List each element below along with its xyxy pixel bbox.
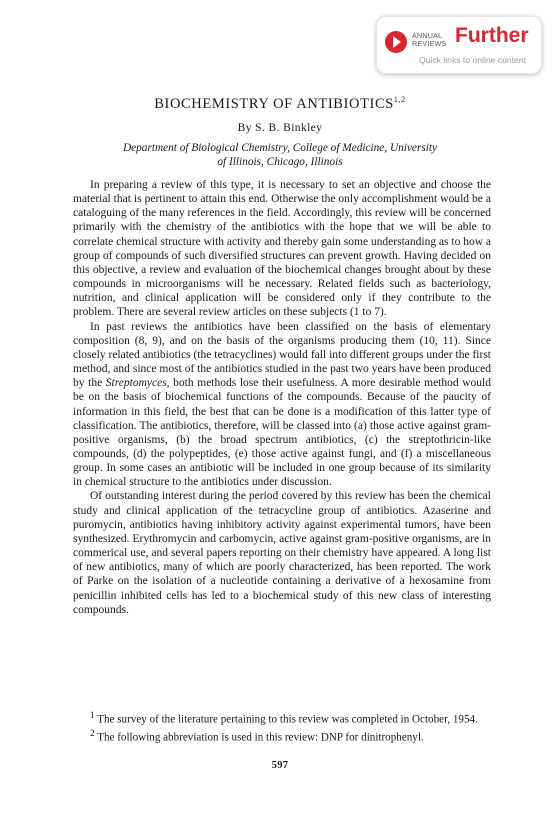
paragraph-1: In preparing a review of this type, it is necessary to set an objective and choose the material that is pertinent to attain this end. Otherwise the only accomplishment would be a cataloguing of the many references in the field. Accordingly, this review will be concerned primarily with the chemistry of the antibiotics with the hope that we will be able to correlate chemical structure with activity and thereby gain some understanding as to how a group of compounds of such diversified structures can prevent growth. Having decided on this objective, a review and evaluation of the biochemical changes brought about by these compounds in microorganisms will be necessary. Related fields such as bacteriology, nutrition, and clinical application will be considered only if they contribute to the problem. There are several review articles on these subjects (1 to 7).	[73, 179, 492, 319]
article-author: By S. B. Binkley	[237, 122, 323, 134]
footnote-2-mark: 2	[90, 729, 95, 740]
article-affiliation	[100, 141, 460, 169]
footnote-2	[73, 728, 491, 745]
annual-reviews-logo-icon	[385, 31, 407, 53]
footnotes	[73, 710, 491, 747]
paragraph-2-italic: Streptomyces,	[105, 377, 170, 390]
banner-subtitle: Quick links to online content	[419, 55, 527, 65]
paragraph-3: Of outstanding interest during the period covered by this review has been the chemical study and clinical application of the tetracycline group of antibiotics. Azaserine and puromycin, antibiotics having inhibitory activity against experimental tumors, have been synthesized. Erythromycin and carbomycin, active against gram-positive organisms, are in commerical use, and several papers reporting on their chemistry have appeared. A long list of new antibiotics, many of which are poorly characterized, has been reported. The work of Parke on the isolation of a nucleotide containing a derivative of a hexosamine from penicillin inhibited cells has led to a biochemical study of this new class of interesting compounds.	[73, 490, 491, 616]
banner-further-label: Further	[455, 24, 529, 47]
paragraph-2-part-a: In past reviews the antibiotics have been classified on the basis of elementary composition (8, 9), and on the basis of the organisms producing them (10, 11). Since closely related antibiotics (the tetracyclines) would fall into different groups under the first method, and since most of the antibiotics studied in the past two years have been produced by the	[73, 320, 491, 390]
footnote-1-mark: 1	[90, 711, 95, 721]
article-title-text: BIOCHEMISTRY OF ANTIBIOTICS	[154, 96, 394, 112]
paragraph-2	[73, 320, 491, 490]
footnote-2-text: The following abbreviation is used in this review: DNP for dinitrophenyl.	[97, 731, 424, 744]
article-body	[73, 178, 491, 617]
banner-brand-line1: ANNUAL	[412, 31, 443, 40]
banner-brand-line2: REVIEWS	[412, 39, 447, 48]
article-title	[0, 95, 560, 113]
footnote-1	[73, 710, 491, 727]
title-footnote-marks: 1,2	[393, 95, 406, 105]
paragraph-2-part-b: both methods lose their usefulness. A more desirable method would be on the basis of biochemical functions of the compounds. Because of the paucity of information in this field, the best that can be done is a modification of this latter type of classification. The antibiotics, therefore, will be classed into (a) those active against gram-positive organisms, (b) the broad spectrum antibiotics, (c) the streptothricin-like compounds, (d) the polypeptides, (e) those active against fungi, and (f) a miscellaneous group. In some cases an antibiotic will be included in one group because of its similarity in chemical structure to the antibiotics under discussion.	[73, 377, 491, 489]
affiliation-line1: Department of Biological Chemistry, College of Medicine, University	[122, 142, 438, 154]
affiliation-line2: of Illinois, Chicago, Illinois	[217, 156, 343, 168]
footnote-1-text: The survey of the literature pertaining to this review was completed in October, 1954.	[97, 713, 478, 726]
further-banner[interactable]	[376, 16, 542, 74]
page-number: 597	[271, 760, 289, 771]
banner-brand	[412, 32, 452, 48]
